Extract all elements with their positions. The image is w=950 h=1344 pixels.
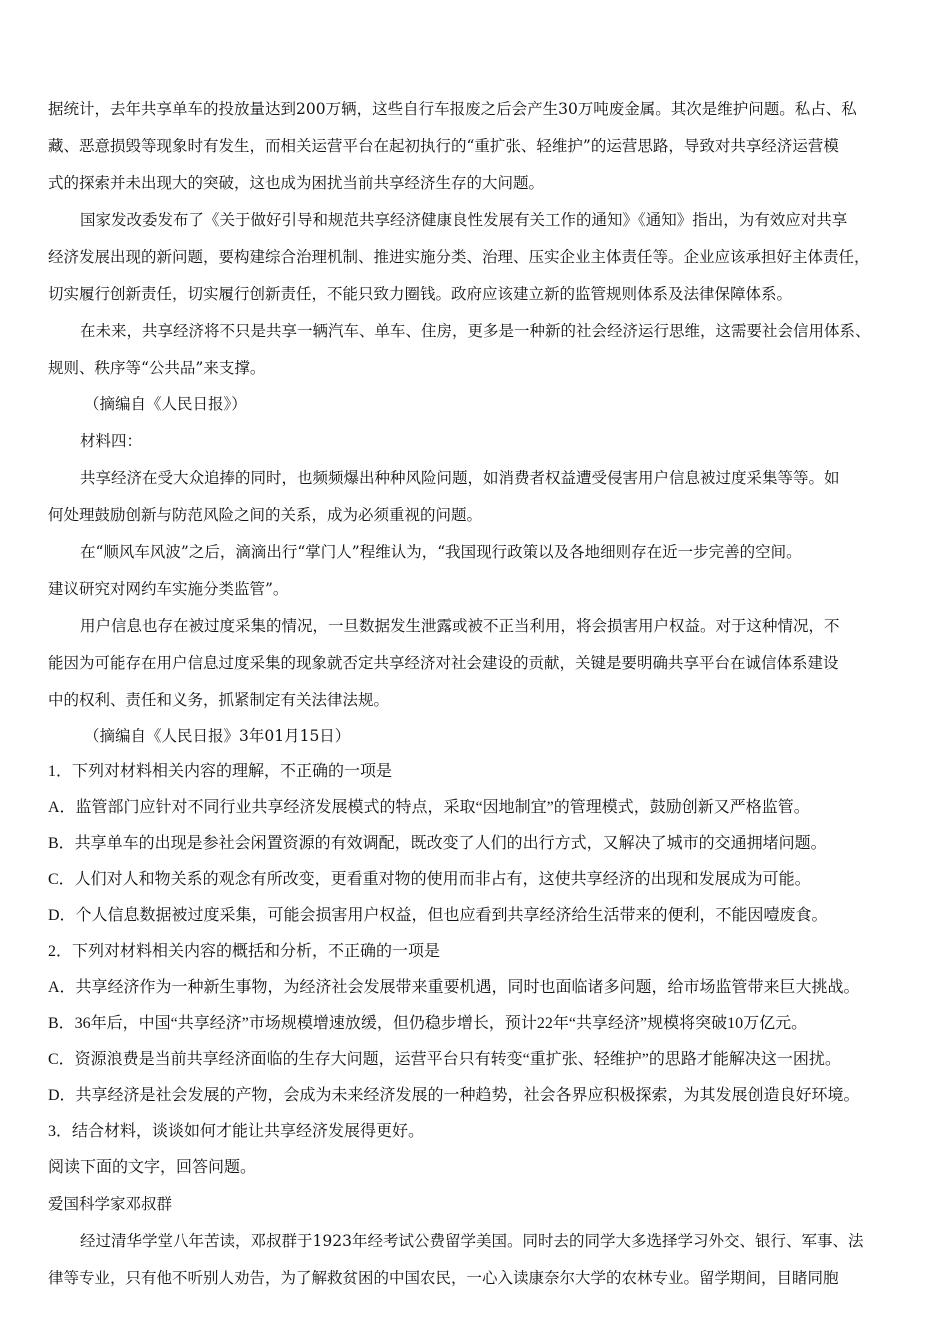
paragraph-line: 据统计，去年共享单车的投放量达到200万辆，这些自行车报废之后会产生30万吨废金属。其次是维护问题。私占、私	[48, 100, 857, 118]
option-b: B．36年后，中国“共享经济”市场规模增速放缓，但仍稳步增长，预计22年“共享经济”规模将突破10万亿元。	[48, 1015, 808, 1032]
section-heading: 材料四：	[80, 432, 143, 450]
option-c: C．人们对人和物关系的观念有所改变，更看重对物的使用而非占有，这使共享经济的出现和发展成为可能。	[48, 871, 811, 888]
paragraph-line: 切实履行创新责任，切实履行创新责任，不能只致力圈钱。政府应该建立新的监管规则体系及法律保障体系。	[48, 285, 793, 303]
source-citation: （摘编自《人民日报》）	[84, 395, 247, 413]
paragraph-line: 国家发改委发布了《关于做好引导和规范共享经济健康良性发展有关工作的通知》《通知》指出，为有效应对共享	[80, 211, 848, 229]
paragraph-line: 建议研究对网约车实施分类监管”。	[48, 580, 289, 598]
paragraph-line: 在未来，共享经济将不只是共享一辆汽车、单车、住房，更多是一种新的社会经济运行思维，这需要社会信用体系、	[80, 322, 871, 340]
source-citation: （摘编自《人民日报》3年01月15日）	[84, 727, 351, 745]
paragraph-line: 共享经济在受大众追捧的同时，也频频爆出种种风险问题，如消费者权益遭受侵害用户信息被过度采集等等。如	[80, 469, 840, 487]
question-3: 3．结合材料，谈谈如何才能让共享经济发展得更好。	[48, 1123, 425, 1140]
paragraph-line: 中的权利、责任和义务，抓紧制定有关法律法规。	[48, 691, 390, 709]
paragraph-line: 规则、秩序等“公共品”来支撑。	[48, 359, 266, 377]
paragraph-line: 律等专业，只有他不听别人劝告，为了解救贫困的中国农民，一心入读康奈尔大学的农林专业。留学期间，目睹同胞	[48, 1269, 839, 1287]
paragraph-line: 在“顺风车风波”之后，滴滴出行“掌门人”程维认为，“我国现行政策以及各地细则存在近一步完善的空间。	[80, 543, 802, 561]
paragraph-line: 经过清华学堂八年苦读，邓叔群于1923年经考试公费留学美国。同时去的同学大多选择学习外交、银行、军事、法	[80, 1232, 864, 1250]
option-c: C．资源浪费是当前共享经济面临的生存大问题，运营平台只有转变“重扩张、轻维护”的思路才能解决这一困扰。	[48, 1051, 841, 1068]
instruction: 阅读下面的文字，回答问题。	[48, 1159, 257, 1176]
option-d: D．共享经济是社会发展的产物，会成为未来经济发展的一种趋势，社会各界应积极探索，为其发展创造良好环境。	[48, 1087, 860, 1104]
question-2: 2．下列对材料相关内容的概括和分析，不正确的一项是	[48, 943, 441, 960]
paragraph-line: 能因为可能存在用户信息过度采集的现象就否定共享经济对社会建设的贡献，关键是要明确共享平台在诚信体系建设	[48, 654, 839, 672]
question-1: 1．下列对材料相关内容的理解，不正确的一项是	[48, 763, 393, 780]
paragraph-line: 经济发展出现的新问题，要构建综合治理机制、推进实施分类、治理、压实企业主体责任等。企业应该承担好主体责任，	[48, 248, 870, 266]
paragraph-line: 藏、恶意损毁等现象时有发生，而相关运营平台在起初执行的“重扩张、轻维护”的运营思路，导致对共享经济运营模	[48, 137, 839, 155]
paragraph-line: 何处理鼓励创新与防范风险之间的关系，成为必须重视的问题。	[48, 506, 483, 524]
article-title: 爱国科学家邓叔群	[48, 1195, 173, 1213]
paragraph-line: 式的探索并未出现大的突破，这也成为困扰当前共享经济生存的大问题。	[48, 174, 545, 192]
option-a: A．监管部门应针对不同行业共享经济发展模式的特点，采取“因地制宜”的管理模式，鼓励创新又严格监管。	[48, 799, 810, 816]
option-d: D．个人信息数据被过度采集，可能会损害用户权益，但也应看到共享经济给生活带来的便利，不能因噎废食。	[48, 907, 828, 924]
option-b: B．共享单车的出现是参社会闲置资源的有效调配，既改变了人们的出行方式，又解决了城市的交通拥堵问题。	[48, 835, 827, 852]
paragraph-line: 用户信息也存在被过度采集的情况，一旦数据发生泄露或被不正当利用，将会损害用户权益。对于这种情况，不	[80, 617, 840, 635]
option-a: A．共享经济作为一种新生事物，为经济社会发展带来重要机遇，同时也面临诸多问题，给市场监管带来巨大挑战。	[48, 979, 860, 996]
